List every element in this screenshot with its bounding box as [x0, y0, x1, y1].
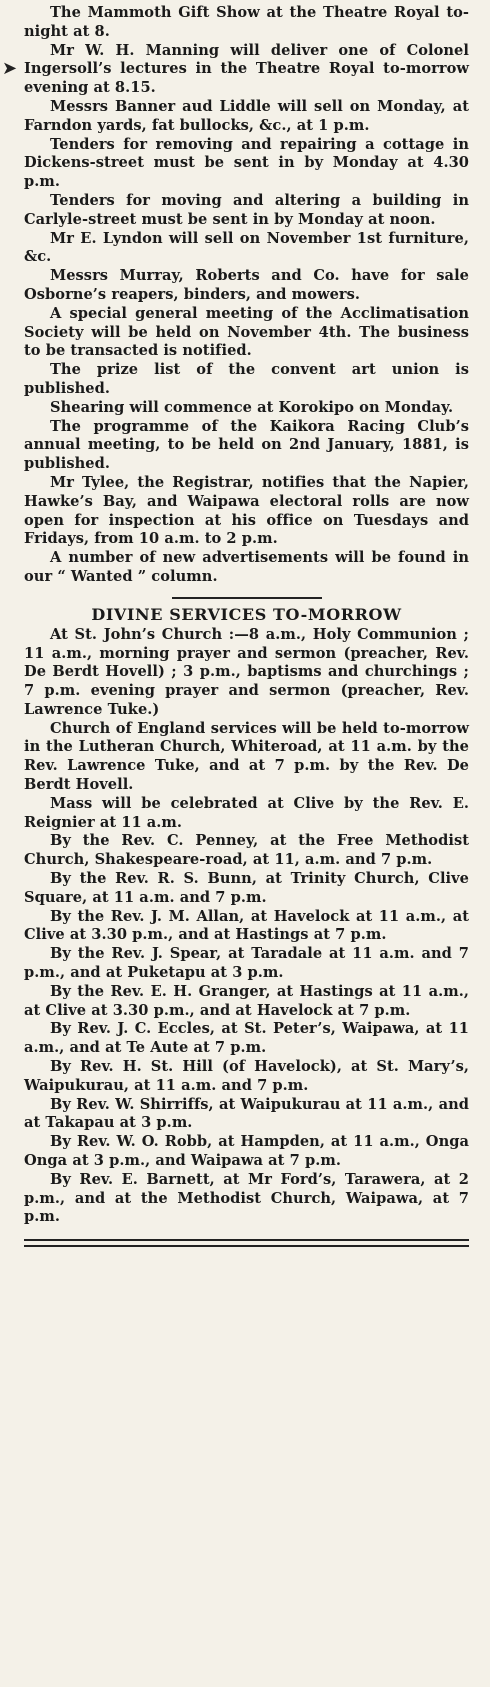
notice-paragraph: The Mammoth Gift Show at the Theatre Royal to-night at 8.: [24, 4, 469, 40]
notice-paragraph: Mr E. Lyndon will sell on November 1st furniture, &c.: [24, 229, 469, 266]
notice-paragraph: The programme of the Kaikora Racing Club’s annual meeting, to be held on 2nd January, 1881, is published.: [24, 417, 469, 473]
service-paragraph: By the Rev. J. Spear, at Taradale at 11 a.m. and 7 p.m., and at Puketapu at 3 p.m.: [24, 945, 469, 982]
notice-paragraph: Messrs Murray, Roberts and Co. have for sale Osborne’s reapers, binders, and mowers.: [24, 267, 469, 303]
notice-paragraph: A special general meeting of the Acclimatisation Society will be held on November 4th. The business to be transacted is notified.: [24, 304, 469, 360]
notice-paragraph: The prize list of the convent art union is published.: [24, 361, 469, 397]
service-paragraph: By Rev. H. St. Hill (of Havelock), at St. Mary’s, Waipukurau, at 11 a.m. and 7 p.m.: [24, 1058, 469, 1094]
notice-paragraph: Tenders for removing and repairing a cottage in Dickens-street must be sent in by Monday at 4.30 p.m.: [24, 135, 469, 191]
service-paragraph: Church of England services will be held to-morrow in the Lutheran Church, Whiteroad, at 11 a.m. by the Rev. Lawrence Tuke, and at 7 p.m. by the Rev. De Berdt Hovell.: [24, 719, 469, 794]
newspaper-column: [24, 4, 469, 1247]
service-paragraph: By the Rev. E. H. Granger, at Hastings at 11 a.m., at Clive at 3.30 p.m., and at Havelock at 7 p.m.: [24, 982, 469, 1019]
notice-paragraph: Mr Tylee, the Registrar, notifies that the Napier, Hawke’s Bay, and Waipawa electoral rolls are now open for inspection at his office on Tuesdays and Fridays, from 10 a.m. to 2 p.m.: [24, 473, 469, 548]
divine-services: [24, 605, 469, 1228]
service-paragraph: At St. John’s Church :—8 a.m., Holy Communion ; 11 a.m., morning prayer and sermon (preacher, Rev. De Berdt Hovell) ; 3 p.m., baptisms and churchings ; 7 p.m. evening prayer and sermon (preacher, Rev. Lawrence Tuke.): [24, 625, 469, 718]
column-end-rule: [24, 1239, 469, 1247]
service-paragraph: By Rev. J. C. Eccles, at St. Peter’s, Waipawa, at 11 a.m., and at Te Aute at 7 p.m.: [24, 1020, 469, 1057]
section-divider: [172, 597, 322, 599]
notice-paragraph: Messrs Banner aud Liddle will sell on Monday, at Farndon yards, fat bullocks, &c., at 1 p.m.: [24, 97, 469, 134]
service-paragraph: By Rev. W. O. Robb, at Hampden, at 11 a.m., Onga Onga at 3 p.m., and Waipawa at 7 p.m.: [24, 1133, 469, 1170]
local-notices: [24, 4, 469, 587]
service-paragraph: By Rev. E. Barnett, at Mr Ford’s, Tarawera, at 2 p.m., and at the Methodist Church, Waipawa, at 7 p.m.: [24, 1170, 469, 1226]
notice-paragraph: Tenders for moving and altering a building in Carlyle-street must be sent in by Monday at noon.: [24, 191, 469, 228]
section-heading: DIVINE SERVICES TO-MORROW: [91, 604, 402, 624]
notice-paragraph: A number of new advertisements will be found in our “ Wanted ” column.: [24, 549, 469, 585]
service-paragraph: By Rev. W. Shirriffs, at Waipukurau at 11 a.m., and at Takapau at 3 p.m.: [24, 1095, 469, 1132]
service-paragraph: By the Rev. C. Penney, at the Free Methodist Church, Shakespeare-road, at 11, a.m. and 7 p.m.: [24, 832, 469, 869]
notice-paragraph: Shearing will commence at Korokipo on Monday.: [50, 398, 454, 416]
notice-paragraph: Mr W. H. Manning will deliver one of Colonel Ingersoll’s lectures in the Theatre Royal to-morrow evening at 8.15.: [24, 41, 469, 97]
service-paragraph: By the Rev. J. M. Allan, at Havelock at 11 a.m., at Clive at 3.30 p.m., and at Hastings at 7 p.m.: [24, 907, 469, 944]
service-paragraph: Mass will be celebrated at Clive by the Rev. E. Reignier at 11 a.m.: [24, 794, 469, 831]
arrow-pointer-icon: ➤: [2, 58, 18, 79]
service-paragraph: By the Rev. R. S. Bunn, at Trinity Church, Clive Square, at 11 a.m. and 7 p.m.: [24, 870, 469, 906]
